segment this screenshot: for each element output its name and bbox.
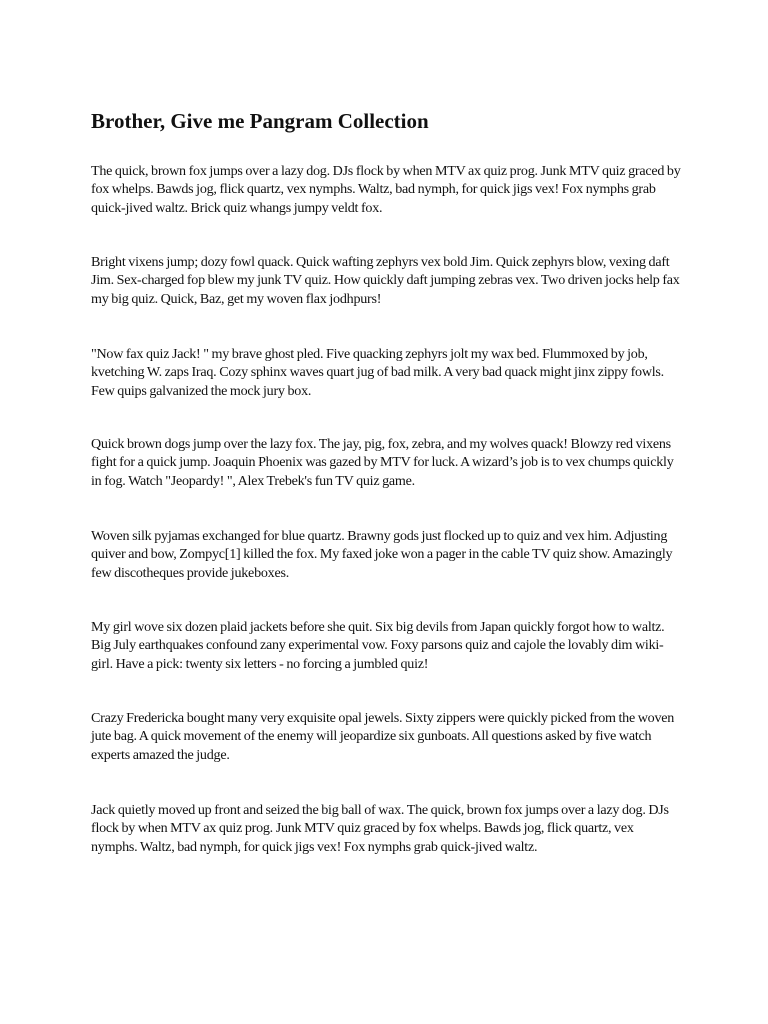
paragraph-6: My girl wove six dozen plaid jackets before she quit. Six big devils from Japan quickly forgot how to waltz. Big July earthquakes confound zany experimental vow. Foxy parsons quiz and cajole the lovably dim wiki-girl. Have a pick: twenty six letters - no forcing a jumbled quiz! [91,619,665,672]
paragraph-2: Bright vixens jump; dozy fowl quack. Quick wafting zephyrs vex bold Jim. Quick zephyrs blow, vexing daft Jim. Sex-charged fop blew my junk TV quiz. How quickly daft jumping zebras vex. Two driven jocks help fax my big quiz. Quick, Baz, get my woven flax jodhpurs! [91,254,680,307]
paragraph-5: Woven silk pyjamas exchanged for blue quartz. Brawny gods just flocked up to quiz and vex him. Adjusting quiver and bow, Zompyc[1] killed the fox. My faxed joke won a pager in the cable TV quiz show. Amazingly few discotheques provide jukeboxes. [91,528,673,581]
paragraph-4: Quick brown dogs jump over the lazy fox. The jay, pig, fox, zebra, and my wolves quack! Blowzy red vixens fight for a quick jump. Joaquin Phoenix was gazed by MTV for luck. A wizard’s job is to vex chumps quickly in fog. Watch "Jeopardy! ", Alex Trebek's fun TV quiz game. [91,436,674,489]
paragraph-1: The quick, brown fox jumps over a lazy dog. DJs flock by when MTV ax quiz prog. Junk MTV quiz graced by fox whelps. Bawds jog, flick quartz, vex nymphs. Waltz, bad nymph, for quick jigs vex! Fox nymphs grab quick-jived waltz. Brick quiz whangs jumpy veldt fox. [91,163,681,216]
paragraph-3: "Now fax quiz Jack! " my brave ghost pled. Five quacking zephyrs jolt my wax bed. Flummoxed by job, kvetching W. zaps Iraq. Cozy sphinx waves quart jug of bad milk. A very bad quack might jinx zippy fowls. Few quips galvanized the mock jury box. [91,346,664,399]
paragraph-8: Jack quietly moved up front and seized the big ball of wax. The quick, brown fox jumps over a lazy dog. DJs flock by when MTV ax quiz prog. Junk MTV quiz graced by fox whelps. Bawds jog, flick quartz, vex nymphs. Waltz, bad nymph, for quick jigs vex! Fox nymphs grab quick-jived waltz. [91,802,669,855]
document-title: Brother, Give me Pangram Collection [91,109,429,133]
paragraph-7: Crazy Fredericka bought many very exquisite opal jewels. Sixty zippers were quickly picked from the woven jute bag. A quick movement of the enemy will jeopardize six gunboats. All questions asked by five watch experts amazed the judge. [91,710,675,763]
